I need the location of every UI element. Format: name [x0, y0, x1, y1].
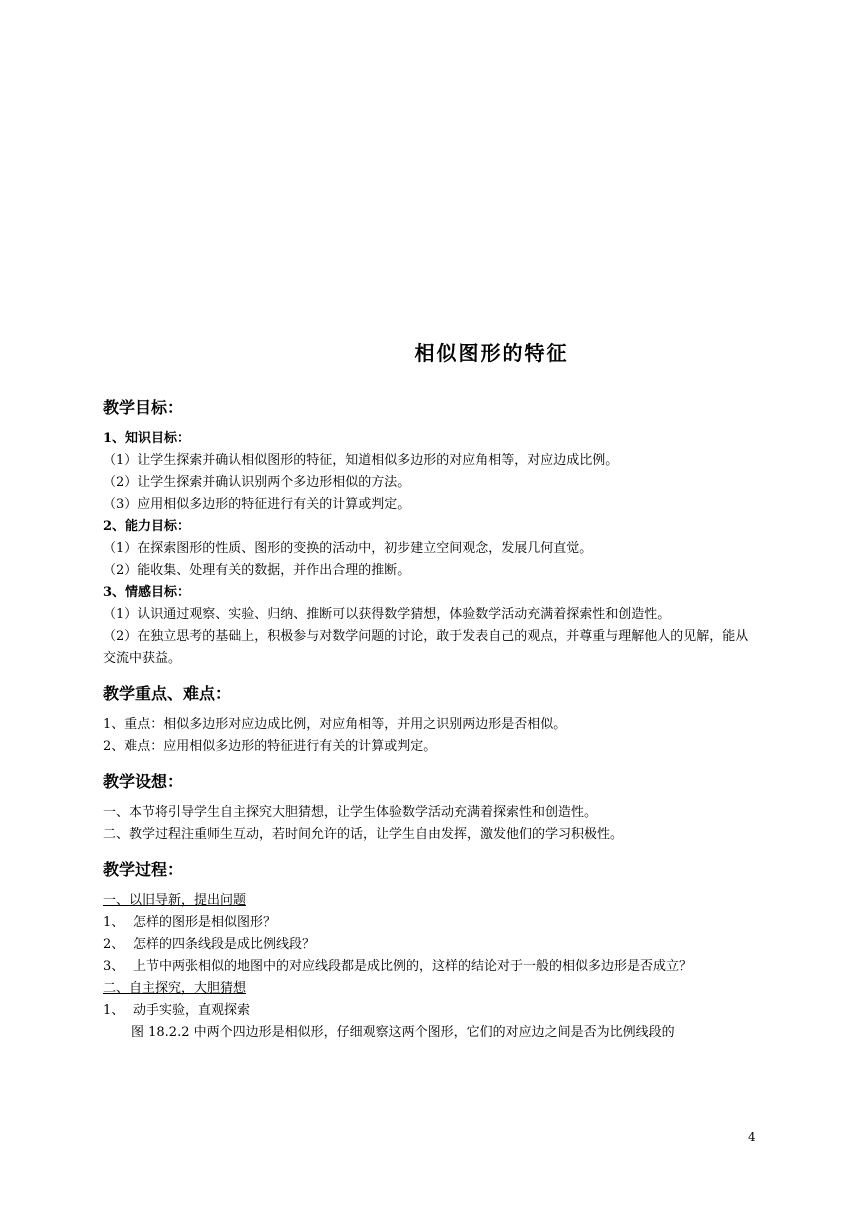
list-item-number: 1、	[103, 1003, 125, 1018]
process-heading: 教学过程：	[103, 860, 184, 879]
list-item-number: 3、	[103, 959, 125, 974]
list-item-number: 1、	[103, 915, 125, 930]
knowledge-objective-item: （3）应用相似多边形的特征进行有关的计算或判定。	[103, 497, 411, 512]
emotion-objective-item: （1）认识通过观察、实验、归纳、推断可以获得数学猜想，体验数学活动充满着探索性和创造性。	[103, 607, 671, 622]
design-heading: 教学设想：	[103, 772, 184, 791]
knowledge-objective-item: （2）让学生探索并确认识别两个多边形相似的方法。	[103, 475, 411, 490]
page-number: 4	[748, 1130, 756, 1144]
document-title: 相似图形的特征	[414, 341, 569, 365]
emotion-objective-item: （2）在独立思考的基础上，积极参与对数学问题的讨论，敢于发表自己的观点，并尊重与理解他人的见解，能从交流中获益。	[103, 629, 749, 666]
list-item-text: 怎样的四条线段是成比例线段？	[133, 937, 316, 952]
key-points-heading: 教学重点、难点：	[103, 684, 232, 703]
key-point-item: 2、难点：应用相似多边形的特征进行有关的计算或判定。	[103, 739, 437, 754]
ability-objective-heading: 2、能力目标：	[103, 519, 191, 534]
list-item	[103, 1000, 760, 1022]
process-part1-heading: 一、以旧导新，提出问题	[103, 893, 247, 908]
key-point-item: 1、重点：相似多边形对应边成比例，对应角相等，并用之识别两边形是否相似。	[103, 717, 567, 732]
emotion-objective-heading: 3、情感目标：	[103, 585, 191, 600]
document-body	[103, 338, 760, 1044]
list-item	[103, 934, 760, 956]
list-item-text: 怎样的图形是相似图形？	[133, 915, 277, 930]
ability-objective-item: （1）在探索图形的性质、图形的变换的活动中，初步建立空间观念，发展几何直觉。	[103, 541, 593, 556]
ability-objective-item: （2）能收集、处理有关的数据，并作出合理的推断。	[103, 563, 411, 578]
design-item: 一、本节将引导学生自主探究大胆猜想，让学生体验数学活动充满着探索性和创造性。	[103, 805, 598, 820]
list-item	[103, 912, 760, 934]
process-paragraph: 图 18.2.2 中两个四边形是相似形，仔细观察这两个图形，它们的对应边之间是否为比例线段的	[131, 1025, 675, 1040]
design-item: 二、教学过程注重师生互动，若时间允许的话，让学生自由发挥，激发他们的学习积极性。	[103, 827, 624, 842]
list-item-text: 动手实验，直观探索	[133, 1003, 251, 1018]
process-part2-heading: 二、自主探究，大胆猜想	[103, 981, 247, 996]
knowledge-objective-item: （1）让学生探索并确认相似图形的特征，知道相似多边形的对应角相等，对应边成比例。	[103, 453, 619, 468]
list-item	[103, 956, 760, 978]
knowledge-objective-heading: 1、知识目标：	[103, 431, 191, 446]
list-item-number: 2、	[103, 937, 125, 952]
objectives-heading: 教学目标：	[103, 398, 184, 417]
list-item-text: 上节中两张相似的地图中的对应线段都是成比例的，这样的结论对于一般的相似多边形是否成立？	[133, 959, 693, 974]
